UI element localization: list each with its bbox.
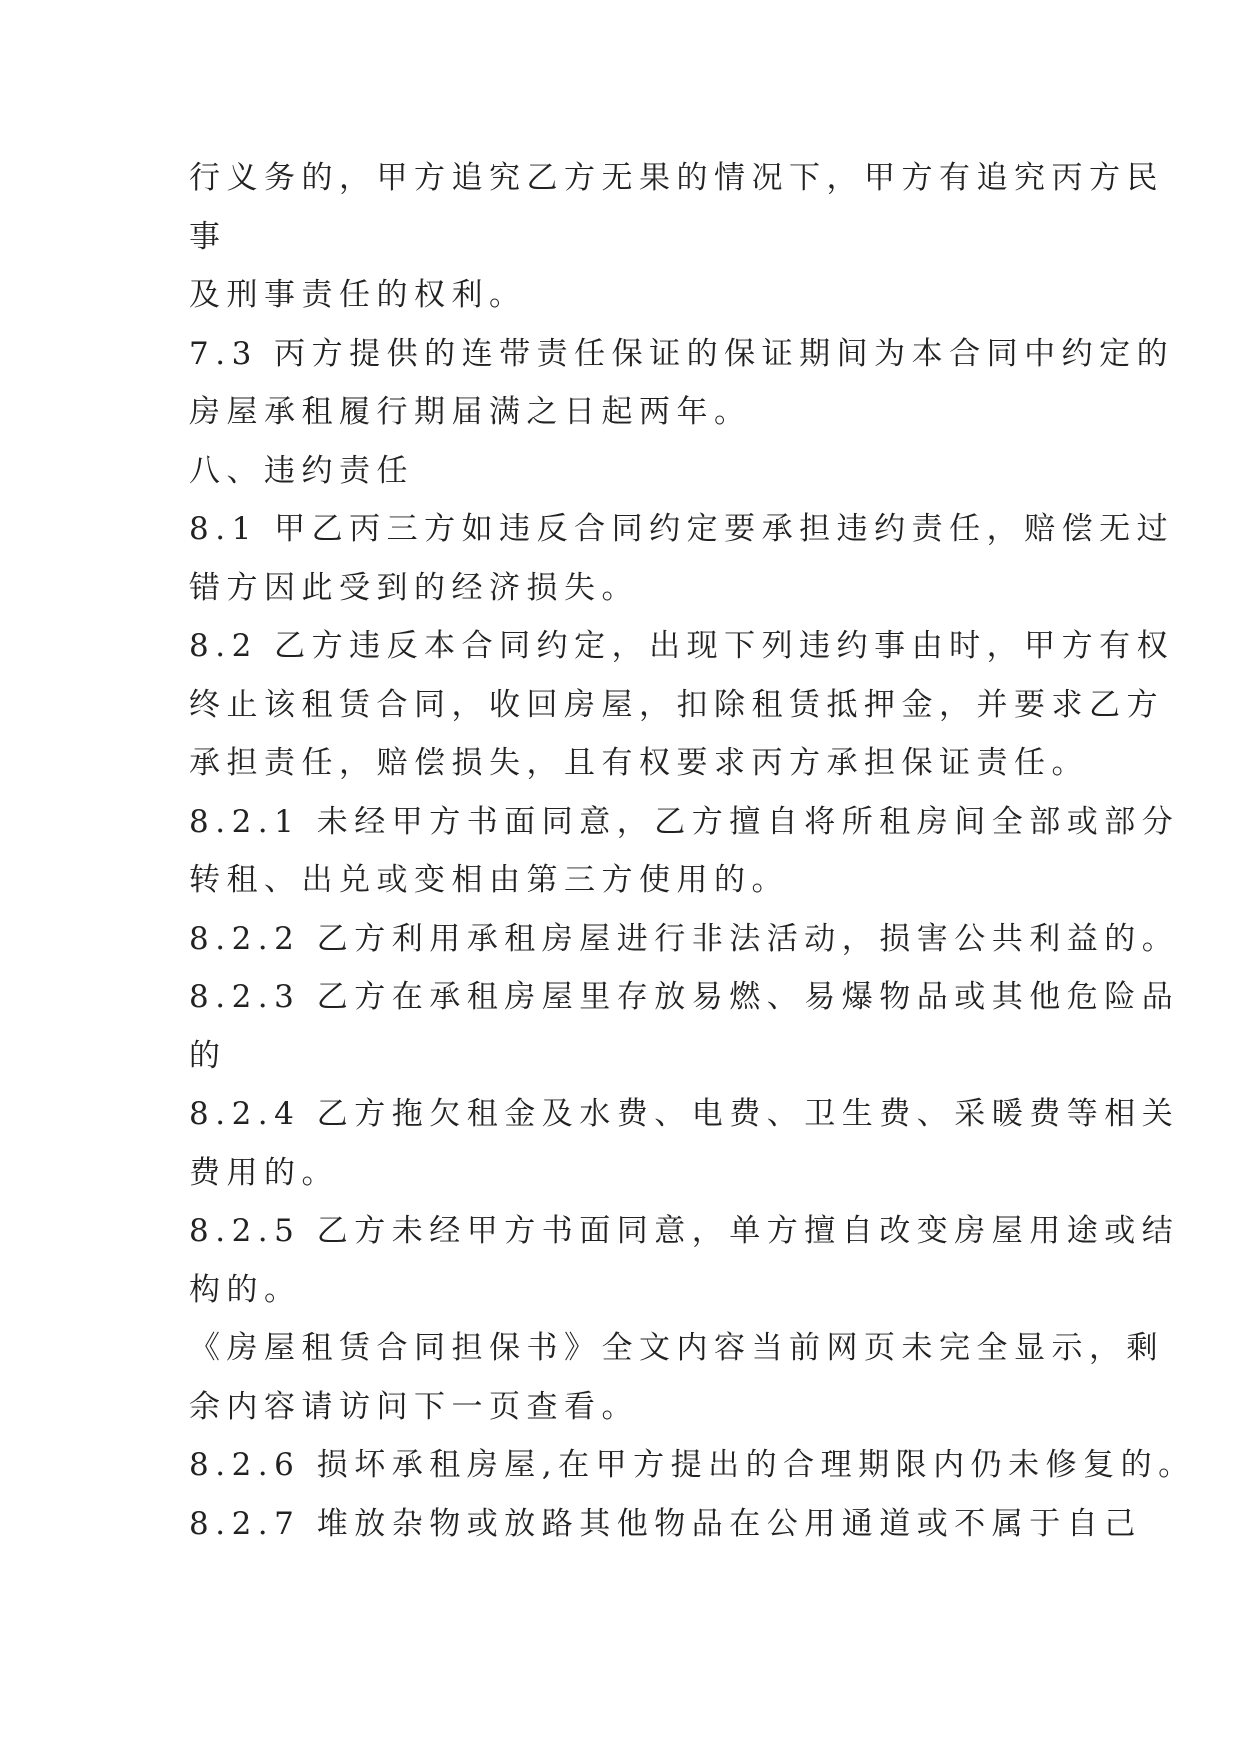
text-line: 及刑事责任的权利。 (189, 277, 527, 313)
text-line: 的 (189, 1037, 227, 1074)
text-line: 费用的。 (189, 1154, 339, 1191)
document-page (189, 149, 1196, 1553)
section-heading: 八、违约责任 (189, 452, 414, 489)
text-line: 8.2.4 乙方拖欠租金及水费、电费、卫生费、采暖费等相关 (189, 1096, 1180, 1132)
text-line: 事 (189, 218, 227, 255)
page-notice-line: 《房屋租赁合同担保书》全文内容当前网页未完全显示，剩 (189, 1330, 1164, 1366)
text-line: 8.1 甲乙丙三方如违反合同约定要承担违约责任，赔偿无过 (189, 511, 1175, 547)
text-line: 承担责任，赔偿损失，且有权要求丙方承担保证责任。 (189, 745, 1089, 781)
text-line: 终止该租赁合同，收回房屋，扣除租赁抵押金，并要求乙方 (189, 686, 1164, 723)
text-line: 8.2.3 乙方在承租房屋里存放易燃、易爆物品或其他危险品 (189, 979, 1180, 1015)
text-line: 8.2.5 乙方未经甲方书面同意，单方擅自改变房屋用途或结 (189, 1213, 1180, 1249)
text-line: 8.2.6 损坏承租房屋,在甲方提出的合理期限内仍未修复的。 (189, 1447, 1196, 1483)
text-line: 错方因此受到的经济损失。 (189, 569, 639, 606)
text-line: 构的。 (189, 1271, 302, 1308)
page-notice-line: 余内容请访问下一页查看。 (189, 1388, 639, 1425)
text-line: 8.2.1 未经甲方书面同意，乙方擅自将所租房间全部或部分 (189, 803, 1180, 840)
text-line: 8.2.7 堆放杂物或放路其他物品在公用通道或不属于自己 (189, 1505, 1142, 1542)
text-line: 行义务的，甲方追究乙方无果的情况下，甲方有追究丙方民 (189, 160, 1164, 196)
text-line: 7.3 丙方提供的连带责任保证的保证期间为本合同中约定的 (189, 335, 1175, 372)
text-line: 转租、出兑或变相由第三方使用的。 (189, 862, 789, 898)
text-line: 房屋承租履行期届满之日起两年。 (189, 394, 752, 430)
text-line: 8.2.2 乙方利用承租房屋进行非法活动，损害公共利益的。 (189, 920, 1180, 957)
text-line: 8.2 乙方违反本合同约定，出现下列违约事由时，甲方有权 (189, 628, 1175, 664)
